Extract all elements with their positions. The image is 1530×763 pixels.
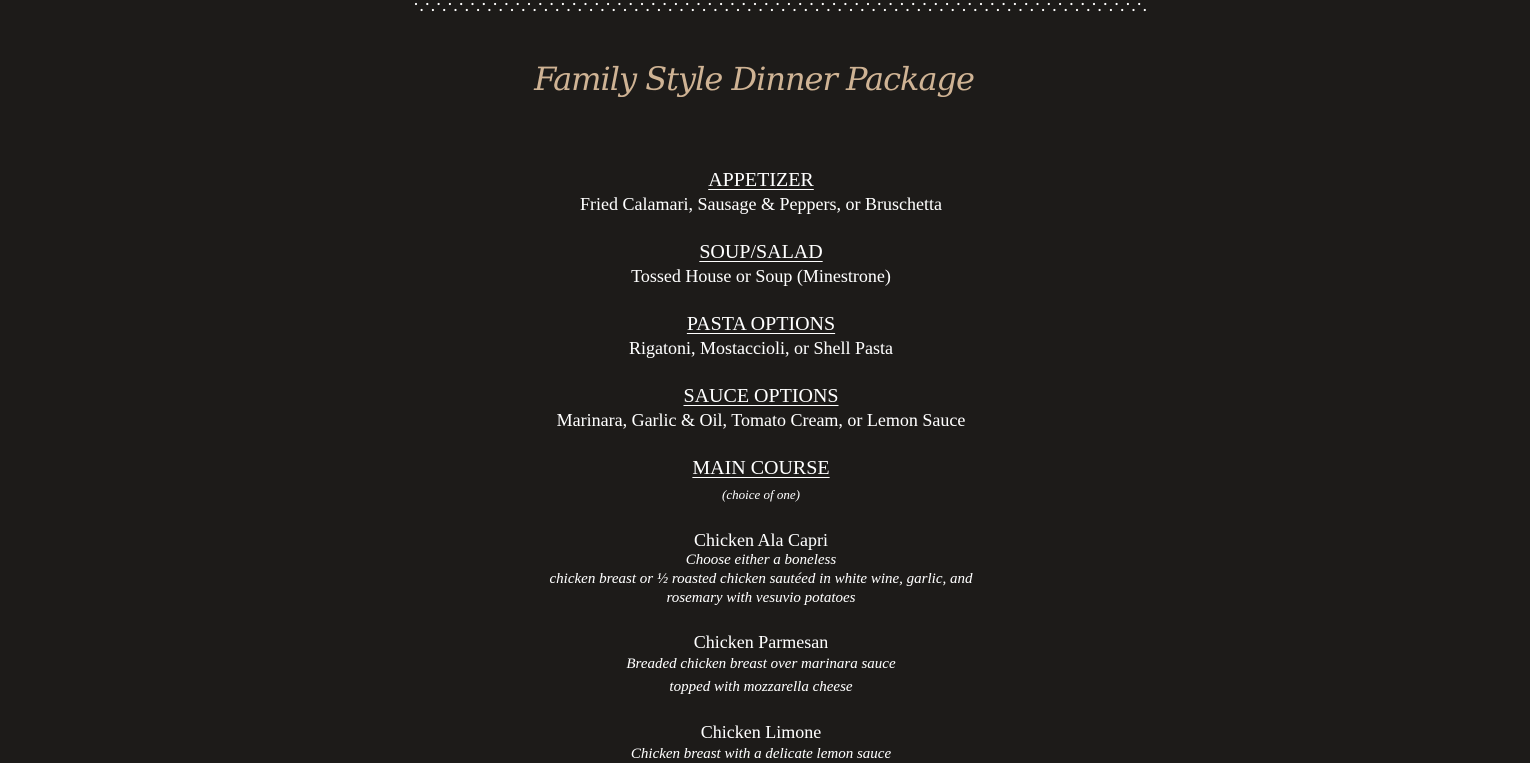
border-dot — [923, 3, 925, 5]
dish-description-line: Chicken breast with a delicate lemon sauce — [630, 746, 892, 762]
border-dot — [686, 3, 688, 5]
border-dot — [861, 9, 863, 11]
border-dot — [494, 3, 496, 5]
border-dot — [850, 9, 852, 11]
border-dot — [624, 9, 626, 11]
border-dot — [1025, 3, 1027, 5]
main-course-heading: MAIN COURSE — [692, 457, 830, 479]
border-dot — [799, 3, 801, 5]
border-dot — [833, 3, 835, 5]
border-dot — [1070, 3, 1072, 5]
border-dot — [551, 3, 553, 5]
border-dot — [675, 3, 677, 5]
border-dot — [867, 3, 869, 5]
border-dot — [895, 9, 897, 11]
border-dot — [1087, 9, 1089, 11]
soup-salad-items: Tossed House or Soup (Minestrone) — [631, 266, 891, 286]
dish-chicken-limone — [0, 721, 1522, 763]
border-dot — [658, 9, 660, 11]
border-dot — [963, 9, 965, 11]
border-dot — [1099, 9, 1101, 11]
soup-salad-section — [0, 239, 1522, 287]
border-dot — [567, 9, 569, 11]
border-dot — [969, 3, 971, 5]
border-dot — [731, 3, 733, 5]
border-dot — [539, 3, 541, 5]
border-dot — [1110, 9, 1112, 11]
border-dot — [748, 9, 750, 11]
border-dot — [974, 9, 976, 11]
border-dot — [618, 3, 620, 5]
dotted-border-decoration — [413, 0, 1149, 14]
border-dot — [714, 9, 716, 11]
border-dot — [500, 9, 502, 11]
border-dot — [454, 9, 456, 11]
sauce-heading: SAUCE OPTIONS — [683, 385, 839, 407]
border-dot — [505, 3, 507, 5]
border-dot — [1127, 3, 1129, 5]
border-dot — [443, 9, 445, 11]
border-dot — [906, 9, 908, 11]
border-dot — [1132, 9, 1134, 11]
border-dot — [601, 9, 603, 11]
appetizer-heading: APPETIZER — [708, 169, 814, 191]
border-dot — [1082, 3, 1084, 5]
dish-description-line: chicken breast or ½ roasted chicken sautéed in white wine, garlic, and — [549, 571, 973, 587]
border-dot — [607, 3, 609, 5]
border-dot — [726, 9, 728, 11]
main-course-section — [0, 455, 1522, 505]
border-dot — [856, 3, 858, 5]
border-dot — [1059, 3, 1061, 5]
border-dot — [980, 3, 982, 5]
border-dot — [1144, 9, 1146, 11]
border-dot — [432, 9, 434, 11]
border-dot — [1093, 3, 1095, 5]
border-dot — [793, 9, 795, 11]
border-dot — [844, 3, 846, 5]
border-dot — [647, 9, 649, 11]
border-dot — [545, 9, 547, 11]
border-dot — [664, 3, 666, 5]
dish-name: Chicken Limone — [700, 722, 822, 742]
border-dot — [556, 9, 558, 11]
soup-salad-heading: SOUP/SALAD — [699, 241, 823, 263]
border-dot — [511, 9, 513, 11]
border-dot — [816, 9, 818, 11]
border-dot — [765, 3, 767, 5]
sauce-section — [0, 383, 1522, 431]
border-dot — [1036, 3, 1038, 5]
border-dot — [890, 3, 892, 5]
border-dot — [1121, 9, 1123, 11]
border-dot — [590, 9, 592, 11]
border-dot — [680, 9, 682, 11]
border-dot — [760, 9, 762, 11]
border-dot — [946, 3, 948, 5]
border-dot — [630, 3, 632, 5]
appetizer-items: Fried Calamari, Sausage & Peppers, or Bruschetta — [580, 194, 942, 214]
border-dot — [528, 3, 530, 5]
border-dot — [426, 3, 428, 5]
border-dot — [1048, 3, 1050, 5]
dish-name: Chicken Ala Capri — [694, 530, 828, 550]
pasta-items: Rigatoni, Mostaccioli, or Shell Pasta — [629, 338, 893, 358]
menu-content — [0, 167, 1522, 763]
border-dot — [584, 3, 586, 5]
page-title: Family Style Dinner Package — [534, 60, 974, 98]
border-dot — [483, 3, 485, 5]
dish-name: Chicken Parmesan — [693, 632, 829, 652]
border-dot — [940, 9, 942, 11]
border-dot — [460, 3, 462, 5]
border-dot — [477, 9, 479, 11]
border-dot — [884, 9, 886, 11]
border-dot — [991, 3, 993, 5]
border-dot — [471, 3, 473, 5]
border-dot — [596, 3, 598, 5]
border-dot — [878, 3, 880, 5]
border-dot — [997, 9, 999, 11]
appetizer-section — [0, 167, 1522, 215]
border-dot — [488, 9, 490, 11]
border-dot — [782, 9, 784, 11]
border-dot — [952, 9, 954, 11]
border-dot — [421, 9, 423, 11]
border-dot — [771, 9, 773, 11]
border-dot — [534, 9, 536, 11]
border-dot — [986, 9, 988, 11]
border-dot — [935, 3, 937, 5]
border-dot — [709, 3, 711, 5]
border-dot — [839, 9, 841, 11]
border-dot — [822, 3, 824, 5]
border-dot — [703, 9, 705, 11]
border-dot — [652, 3, 654, 5]
sauce-items: Marinara, Garlic & Oil, Tomato Cream, or Lemon Sauce — [556, 410, 966, 430]
border-dot — [692, 9, 694, 11]
border-dot — [517, 3, 519, 5]
border-dot — [720, 3, 722, 5]
border-dot — [873, 9, 875, 11]
dish-chicken-ala-capri — [0, 529, 1522, 608]
pasta-heading: PASTA OPTIONS — [686, 313, 836, 335]
border-dot — [1065, 9, 1067, 11]
border-dot — [743, 3, 745, 5]
border-dot — [579, 9, 581, 11]
border-dot — [562, 3, 564, 5]
border-dot — [1003, 3, 1005, 5]
border-dot — [449, 3, 451, 5]
border-dot — [918, 9, 920, 11]
border-dot — [635, 9, 637, 11]
border-dot — [522, 9, 524, 11]
border-dot — [466, 9, 468, 11]
border-dot — [1031, 9, 1033, 11]
border-dot — [1014, 3, 1016, 5]
border-dot — [1053, 9, 1055, 11]
border-dot — [754, 3, 756, 5]
border-dot — [827, 9, 829, 11]
border-dot — [777, 3, 779, 5]
border-dot — [438, 3, 440, 5]
main-course-note: (choice of one) — [722, 487, 800, 502]
border-dot — [641, 3, 643, 5]
border-dot — [805, 9, 807, 11]
border-dot — [1019, 9, 1021, 11]
border-dot — [912, 3, 914, 5]
dish-description-line: Choose either a boneless — [685, 552, 837, 568]
border-dot — [810, 3, 812, 5]
border-dot — [1076, 9, 1078, 11]
border-dot — [1042, 9, 1044, 11]
pasta-section — [0, 311, 1522, 359]
dish-description-line: rosemary with vesuvio potatoes — [666, 590, 856, 606]
border-dot — [957, 3, 959, 5]
border-dot — [737, 9, 739, 11]
border-dot — [1104, 3, 1106, 5]
border-dot — [929, 9, 931, 11]
border-dot — [573, 3, 575, 5]
border-dot — [697, 3, 699, 5]
border-dot — [788, 3, 790, 5]
dish-chicken-parmesan — [0, 631, 1522, 699]
border-dot — [415, 3, 417, 5]
border-dot — [1138, 3, 1140, 5]
border-dot — [669, 9, 671, 11]
border-dot — [613, 9, 615, 11]
dish-description-line: topped with mozzarella cheese — [669, 679, 853, 695]
border-dot — [1116, 3, 1118, 5]
border-dot — [1008, 9, 1010, 11]
border-dot — [901, 3, 903, 5]
dish-description-line: Breaded chicken breast over marinara sauce — [626, 656, 896, 672]
